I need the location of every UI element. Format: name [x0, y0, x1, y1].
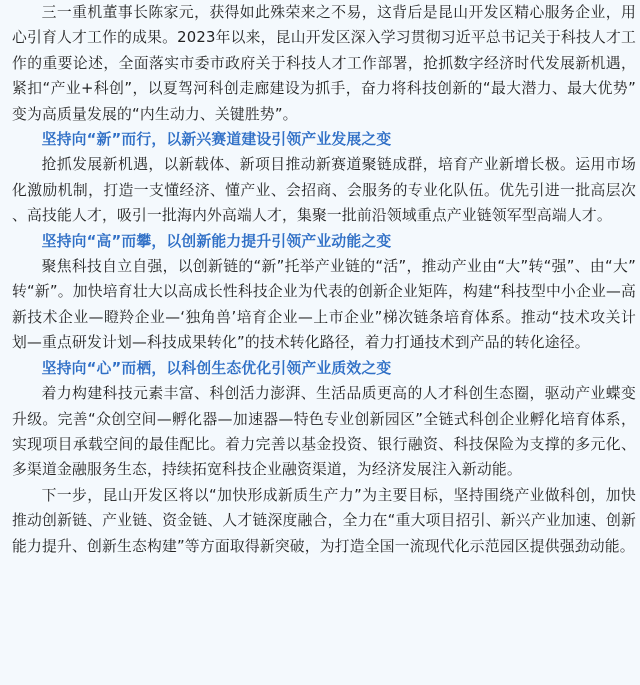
- paragraph-ecosystem: 着力构建科技元素丰富、科创活力澎湃、生活品质更高的人才科创生态圈，驱动产业蝶变升级。完善“众创空间—孵化器—加速器—特色专业创新园区”全链式科创企业孵化培育体系，实现项目承载空间的最佳配比。着力完善以基金投资、银行融资、科技保险为支撑的多元化、多渠道金融服务生态，持续拓宽科技企业融资渠道，为经济发展注入新动能。: [12, 385, 636, 479]
- section-heading-new: 坚持向“新”而行，以新兴赛道建设引领产业发展之变: [41, 131, 392, 149]
- section-heading-high: 坚持向“高”而攀，以创新能力提升引领产业动能之变: [41, 232, 392, 250]
- paragraph-next-step: 下一步，昆山开发区将以“加快形成新质生产力”为主要目标，坚持围绕产业做科创，加快推动创新链、产业链、资金链、人才链深度融合，全力在“重大项目招引、新兴产业加速、创新能力提升、创新生态构建”等方面取得新突破，为打造全国一流现代化示范园区提供强劲动能。: [12, 486, 636, 555]
- paragraph-intro: 三一重机董事长陈家元，获得如此殊荣来之不易，这背后是昆山开发区精心服务企业，用心引育人才工作的成果。2023年以来，昆山开发区深入学习贯彻习近平总书记关于科技人才工作的重要论述，全面落实市委市政府关于科技人才工作部署，抢抓数字经济时代发展新机遇，紧扣“产业+科创”，以夏驾河科创走廊建设为抓手，奋力将科技创新的“最大潜力、最大优势”变为高质量发展的“内生动力、关键胜势”。: [12, 4, 636, 123]
- section-heading-heart: 坚持向“心”而栖，以科创生态优化引领产业质效之变: [41, 359, 392, 377]
- paragraph-new-tracks: 抢抓发展新机遇，以新载体、新项目推动新赛道聚链成群，培育产业新增长极。运用市场化激励机制，打造一支懂经济、懂产业、会招商、会服务的专业化队伍。优先引进一批高层次、高技能人才，吸引一批海内外高端人才，集聚一批前沿领域重点产业链领军型高端人才。: [12, 156, 636, 225]
- paragraph-innovation: 聚焦科技自立自强，以创新链的“新”托举产业链的“活”，推动产业由“大”转“强”、由“大”转“新”。加快培育壮大以高成长性科技企业为代表的创新企业矩阵，构建“科技型中小企业—高新技术企业—瞪羚企业—‘独角兽’培育企业—上市企业”梯次链条培育体系。推动“技术攻关计划—重点研发计划—科技成果转化”的技术转化路径，着力打通技术到产品的转化途径。: [12, 258, 636, 352]
